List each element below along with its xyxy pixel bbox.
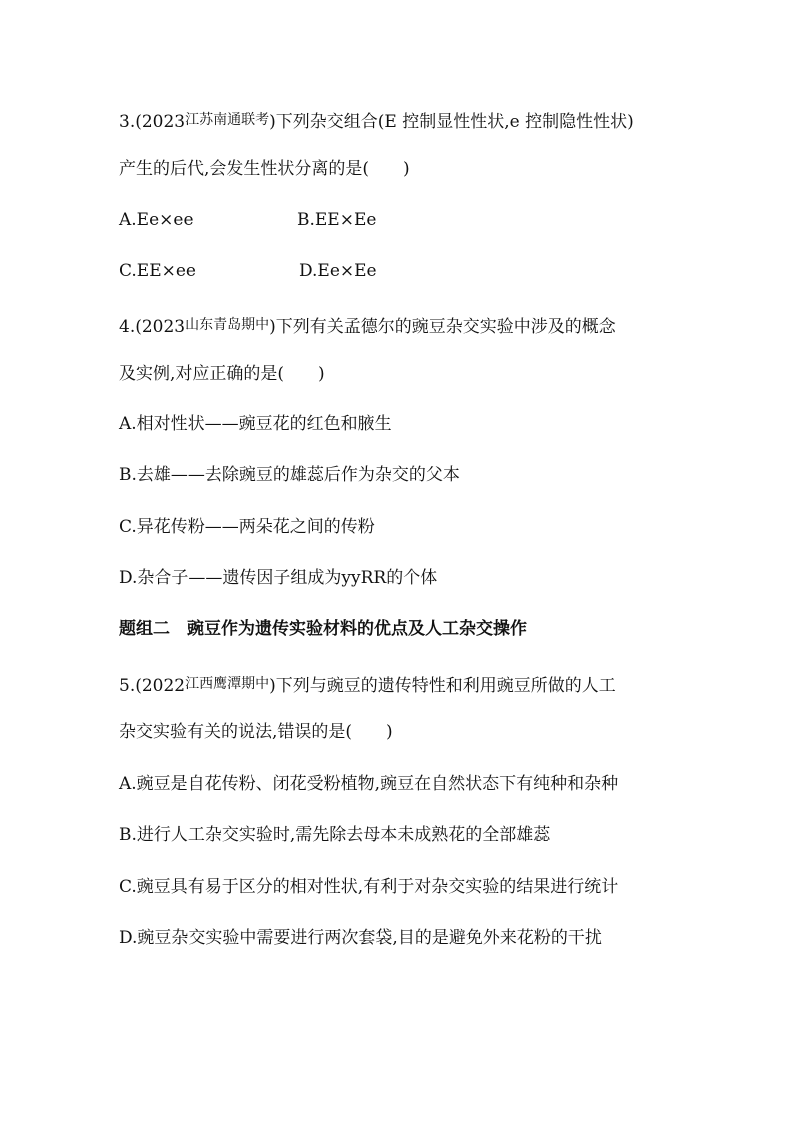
section-title: 题组二 豌豆作为遗传实验材料的优点及人工杂交操作 — [119, 619, 527, 639]
q4-stem-line1 — [119, 315, 616, 340]
q5-stem-text1: )下列与豌豆的遗传特性和利用豌豆所做的人工 — [269, 676, 616, 696]
q5-option-d: D.豌豆杂交实验中需要进行两次套袋,目的是避免外来花粉的干扰 — [119, 928, 602, 948]
q4-stem-line2: 及实例,对应正确的是( ) — [119, 364, 325, 384]
q5-option-a: A.豌豆是自花传粉、闭花受粉植物,豌豆在自然状态下有纯种和杂种 — [119, 774, 619, 794]
q4-option-d: D.杂合子——遗传因子组成为yyRR的个体 — [119, 568, 438, 588]
q3-option-c: C.EE×ee — [119, 261, 196, 281]
q3-option-a: A.Ee×ee — [119, 210, 194, 230]
q5-stem-line2: 杂交实验有关的说法,错误的是( ) — [119, 722, 393, 742]
q3-stem-text1: )下列杂交组合(E 控制显性性状,e 控制隐性性状) — [269, 112, 634, 132]
q3-stem-line2: 产生的后代,会发生性状分离的是( ) — [119, 159, 410, 179]
q4-option-b: B.去雄——去除豌豆的雄蕊后作为杂交的父本 — [119, 465, 460, 485]
q5-number: 5.(2022 — [119, 676, 186, 696]
q4-number: 4.(2023 — [119, 317, 186, 337]
q5-option-c: C.豌豆具有易于区分的相对性状,有利于对杂交实验的结果进行统计 — [119, 877, 619, 897]
q3-source: 江苏南通联考 — [185, 112, 270, 128]
q4-source: 山东青岛期中 — [185, 317, 270, 333]
q4-stem-text1: )下列有关孟德尔的豌豆杂交实验中涉及的概念 — [269, 317, 616, 337]
q3-number: 3.(2023 — [119, 112, 186, 132]
q5-option-b: B.进行人工杂交实验时,需先除去母本未成熟花的全部雄蕊 — [119, 825, 551, 845]
q4-option-a: A.相对性状——豌豆花的红色和腋生 — [119, 414, 392, 434]
q4-option-c: C.异花传粉——两朵花之间的传粉 — [119, 517, 375, 537]
q5-source: 江西鹰潭期中 — [185, 676, 270, 692]
q3-stem-line1 — [119, 110, 634, 135]
q3-option-b: B.EE×Ee — [297, 210, 377, 230]
q5-stem-line1 — [119, 674, 616, 699]
q3-option-d: D.Ee×Ee — [299, 261, 377, 281]
